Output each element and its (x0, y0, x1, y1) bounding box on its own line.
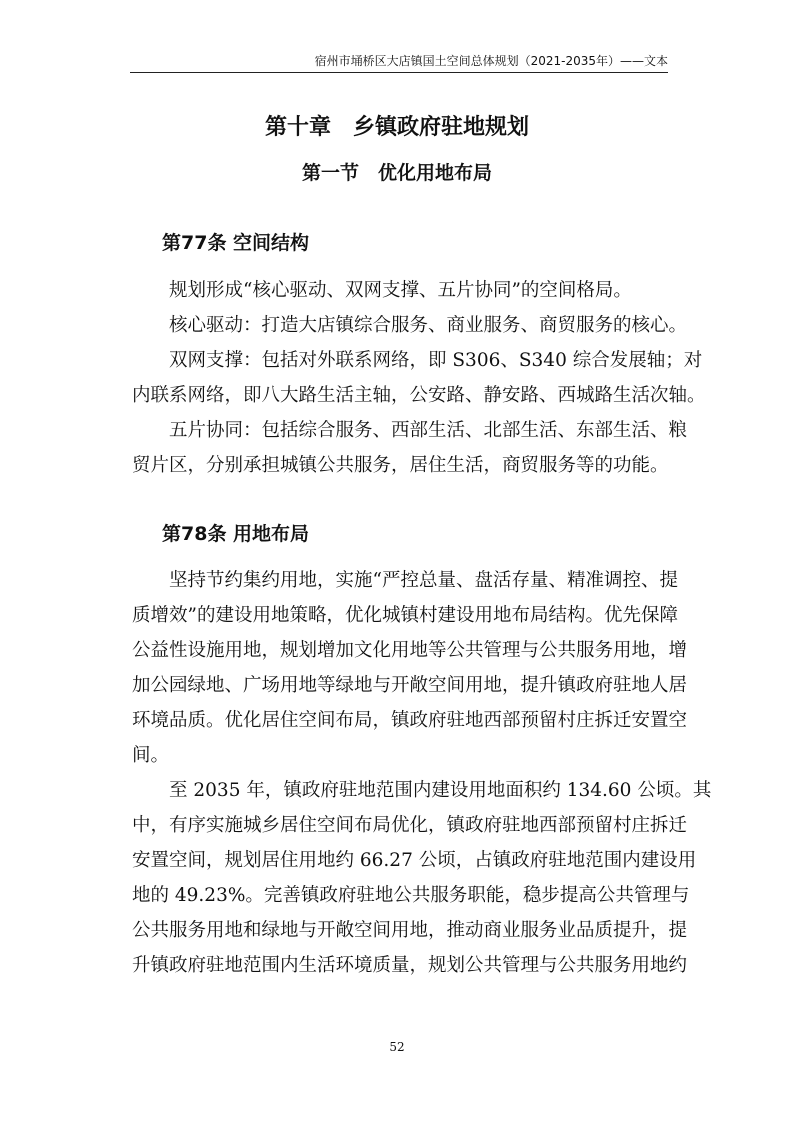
text-line: 规划形成“核心驱动、双网支撑、五片协同”的空间格局。 (169, 280, 632, 301)
text-line: 公共服务用地和绿地与开敞空间用地，推动商业服务业品质提升，提 (132, 920, 688, 941)
text-line: 质增效”的建设用地策略，优化城镇村建设用地布局结构。优先保障 (132, 605, 678, 626)
article-77-heading: 第77条 空间结构 (162, 232, 310, 254)
text-line: 核心驱动：打造大店镇综合服务、商业服务、商贸服务的核心。 (169, 315, 688, 336)
article-78-body (132, 563, 712, 983)
text-line: 地的 49.23%。完善镇政府驻地公共服务职能，稳步提高公共管理与 (132, 885, 690, 906)
paragraph (132, 773, 712, 983)
page-number: 52 (389, 1040, 405, 1054)
text-line: 升镇政府驻地范围内生活环境质量，规划公共管理与公共服务用地约 (132, 955, 688, 976)
text-line: 中，有序实施城乡居住空间布局优化，镇政府驻地西部预留村庄拆迁 (132, 815, 688, 836)
text-line: 加公园绿地、广场用地等绿地与开敞空间用地，提升镇政府驻地人居 (132, 675, 688, 696)
text-line: 五片协同：包括综合服务、西部生活、北部生活、东部生活、粮 (169, 420, 688, 441)
text-line: 环境品质。优化居住空间布局，镇政府驻地西部预留村庄拆迁安置空 (132, 710, 688, 731)
paragraph (132, 343, 706, 413)
text-line: 双网支撑：包括对外联系网络，即 S306、S340 综合发展轴；对 (169, 350, 703, 371)
text-line: 公益性设施用地，规划增加文化用地等公共管理与公共服务用地，增 (132, 640, 688, 661)
paragraph (132, 308, 688, 343)
paragraph (132, 413, 688, 483)
paragraph (132, 273, 660, 308)
article-77-body (132, 273, 706, 483)
text-line: 安置空间，规划居住用地约 66.27 公顷，占镇政府驻地范围内建设用 (132, 850, 697, 871)
text-line: 贸片区，分别承担城镇公共服务，居住生活，商贸服务等的功能。 (132, 455, 669, 476)
text-line: 间。 (132, 745, 170, 766)
paragraph (132, 563, 688, 773)
chapter-title: 第十章 乡镇政府驻地规划 (264, 115, 529, 140)
article-78-heading: 第78条 用地布局 (162, 523, 310, 545)
running-header: 宿州市埇桥区大店镇国土空间总体规划（2021-2035年）——文本 (130, 52, 668, 73)
text-line: 坚持节约集约用地，实施“严控总量、盘活存量、精准调控、提 (169, 570, 678, 591)
text-line: 内联系网络，即八大路生活主轴，公安路、静安路、西城路生活次轴。 (132, 385, 706, 406)
text-line: 至 2035 年，镇政府驻地范围内建设用地面积约 134.60 公顷。其 (169, 780, 712, 801)
section-title: 第一节 优化用地布局 (301, 162, 492, 184)
